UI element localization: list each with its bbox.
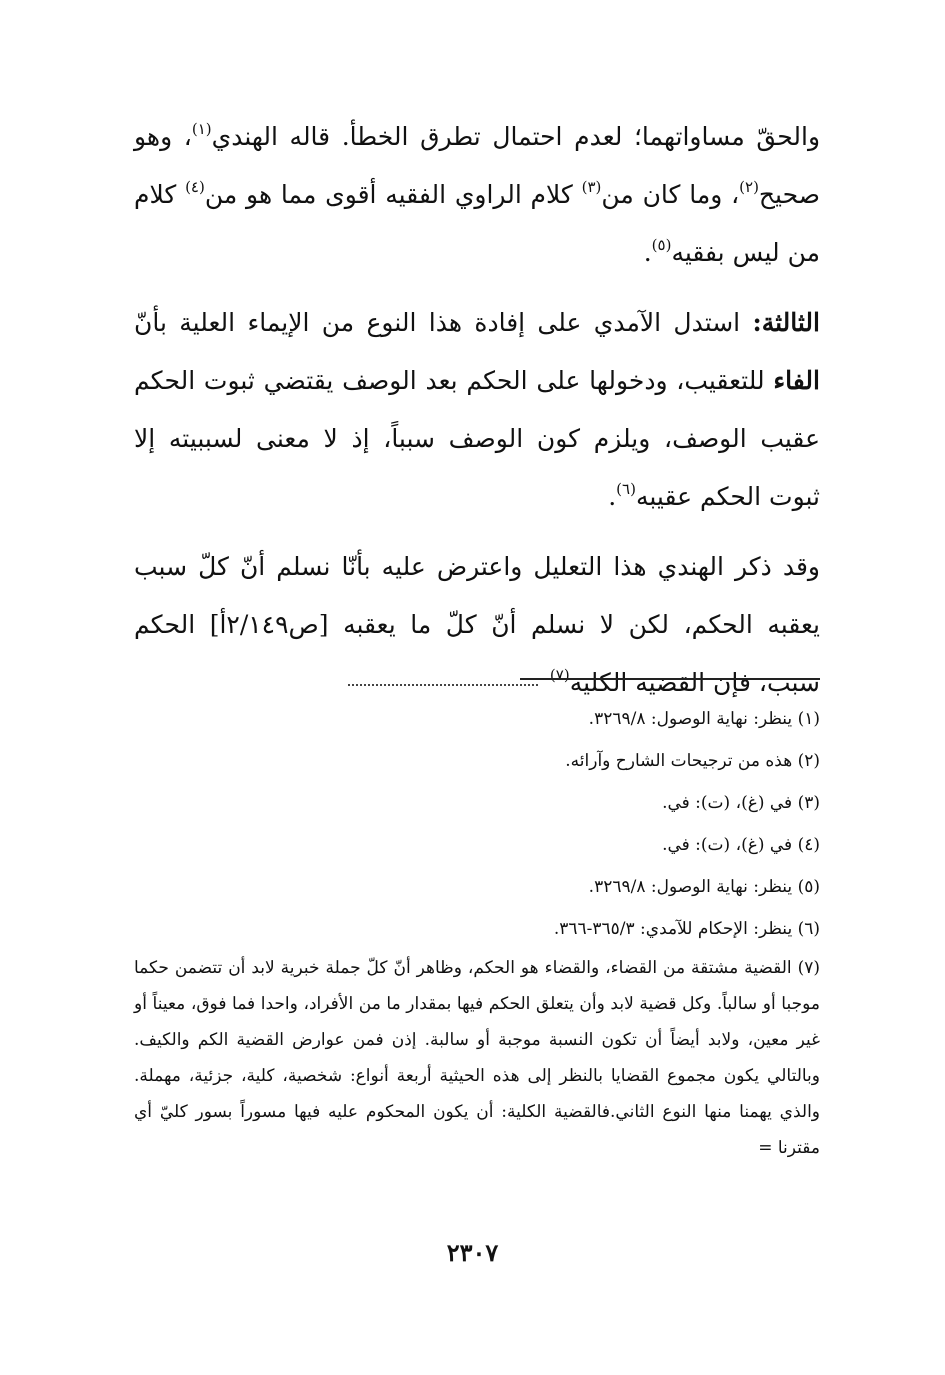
text-run: والحقّ مساواتهما؛ لعدم احتمال تطرق الخطأ. قاله الهندي [211, 122, 821, 151]
footnotes [134, 698, 820, 1166]
footnote-ref-7[interactable]: (٧) [549, 666, 570, 684]
main-text [134, 108, 820, 712]
text-run: كلام الراوي الفقيه أقوى مما هو من [204, 180, 582, 209]
text-run: . [643, 238, 652, 267]
footnote-6: (٦) ينظر: الإحكام للآمدي: ٣٦٥/٣-٣٦٦. [553, 919, 820, 939]
bold-term: الفاء [773, 366, 820, 395]
paragraph-3 [134, 538, 820, 712]
paragraph-2 [134, 294, 820, 526]
footnote-separator [520, 678, 820, 680]
footnote-4: (٤) في (غ)، (ت): في. [662, 835, 820, 855]
text-run: استدل الآمدي على إفادة هذا النوع من الإيماء العلية بأنّ [134, 308, 753, 337]
footnote-7: (٧) القضية مشتقة من القضاء، والقضاء هو الحكم، وظاهر أنّ كلّ جملة خبرية لابد أن تتضمن حكما موجبا أو سالباً. وكل قضية لابد وأن يتعلق الحكم فيها بمقدار ما من الأفراد، واحدا فما فوق، معيناً أو غير معين، ولابد أيضاً أن تكون النسبة موجبة أو سالبة. إذن فمن عوارض القضية الكم والكيف. وبالتالي يكون مجموع القضايا بالنظر إلى هذه الحيثية أربعة أنواع: شخصية، كلية، جزئية، مهملة. والذي يهمنا منها النوع الثاني.فالقضية الكلية: أن يكون المحكوم عليه فيها مسوراً بسور كليّ أي مقترنا = [134, 958, 820, 1158]
footnote-ref-1[interactable]: (١) [191, 120, 212, 138]
footnote-5: (٥) ينظر: نهاية الوصول: ٣٢٦٩/٨. [588, 877, 820, 897]
footnote-ref-6[interactable]: (٦) [616, 480, 636, 498]
section-lead: الثالثة: [752, 308, 820, 337]
page-content [134, 108, 821, 1158]
footnote-ref-2[interactable]: (٢) [739, 178, 759, 196]
page-number: ٢٣٠٧ [446, 1238, 499, 1267]
footnote-ref-4[interactable]: (٤) [185, 178, 205, 196]
text-run: . [608, 482, 617, 511]
text-run: ، وهو صحيح [134, 122, 820, 209]
footnote-2: (٢) هذه من ترجيحات الشارح وآرائه. [565, 751, 820, 771]
text-run: للتعقيب، ودخولها على الحكم بعد الوصف يقتضي ثبوت الحكم عقيب الوصف، ويلزم كون الوصف سبباً، إذ لا معنى لسببيته إلا ثبوت الحكم عقيبه [134, 366, 820, 511]
dotted-continuation [348, 683, 538, 686]
text-run: وقد ذكر الهندي هذا التعليل واعترض عليه بأنّا نسلم أنّ كلّ سبب يعقبه الحكم، لكن لا نسلم أنّ كلّ ما يعقبه [ص٢/١٤٩أ] الحكم سبب، فإن القضية الكلية [134, 552, 820, 697]
paragraph-1 [134, 108, 820, 282]
text-run: كلام من ليس بفقيه [134, 180, 820, 267]
text-run: ، وما كان من [601, 180, 740, 209]
footnote-3: (٣) في (غ)، (ت): في. [662, 793, 820, 813]
footnote-1: (١) ينظر: نهاية الوصول: ٣٢٦٩/٨. [588, 709, 820, 729]
footnote-ref-5[interactable]: (٥) [651, 236, 672, 254]
footnote-ref-3[interactable]: (٣) [581, 178, 602, 196]
